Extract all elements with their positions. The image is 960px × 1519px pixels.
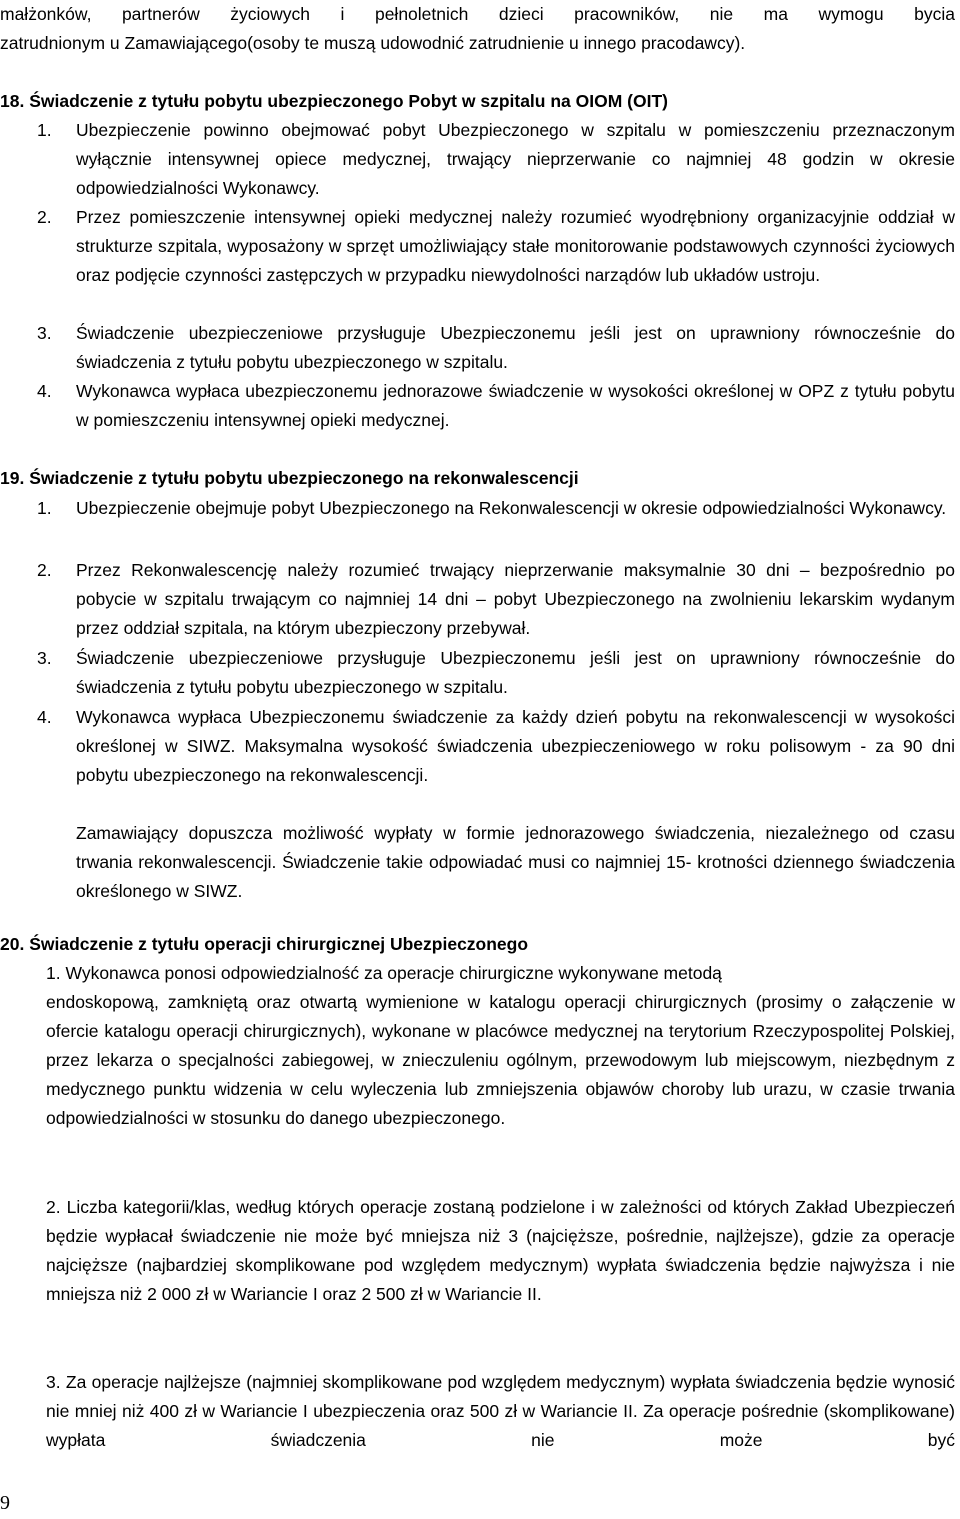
section-18-heading: 18. Świadczenie z tytułu pobytu ubezpieczonego Pobyt w szpitalu na OIOM (OIT): [0, 91, 668, 111]
s20-paragraph-1-text: endoskopową, zamkniętą oraz otwartą wymienione w katalogu operacji chirurgicznych (prosimy o załączenie w ofercie katalogu operacji chirurgicznych), wykonane w placówce medycznej na terytorium Rzeczypospolitej Polskiej, przez lekarza o specjalności zabiegowej, w znieczuleniu ogólnym, przewodowym lub miejscowym, niezbędnym z medycznego punktu widzenia w celu wyleczenia lub zmniejszenia objawów choroby lub urazu, w czasie trwania odpowiedzialności w stosunku do danego ubezpieczonego.: [46, 992, 955, 1128]
s18-item-1-number: 1.: [37, 120, 52, 140]
section-20-heading: 20. Świadczenie z tytułu operacji chirurgicznej Ubezpieczonego: [0, 934, 529, 954]
s18-item-3-number: 3.: [37, 323, 52, 343]
s18-item-3-text: Świadczenie ubezpieczeniowe przysługuje Ubezpieczonemu jeśli jest on uprawniony równocześnie do świadczenia z tytułu pobytu ubezpieczonego w szpitalu.: [76, 323, 955, 372]
intro-line-2: zatrudnionym u Zamawiającego(osoby te muszą udowodnić zatrudnienie u innego pracodawcy).: [0, 33, 746, 53]
s18-item-4-number: 4.: [37, 381, 52, 401]
s18-item-2-number: 2.: [37, 207, 52, 227]
page-number: 9: [0, 1492, 10, 1514]
s19-item-4-text: Wykonawca wypłaca Ubezpieczonemu świadczenie za każdy dzień pobytu na rekonwalescencji w wysokości określonej w SIWZ. Maksymalna wysokość świadczenia ubezpieczeniowego w roku polisowym - za 90 dni pobytu ubezpieczonego na rekonwalescencji.: [76, 707, 955, 785]
s19-item-3-number: 3.: [37, 648, 52, 668]
s18-item-1-text: Ubezpieczenie powinno obejmować pobyt Ubezpieczonego w szpitalu w pomieszczeniu przeznaczonym wyłącznie intensywnej opiece medycznej, trwający nieprzerwanie co najmniej 48 godzin w okresie odpowiedzialności Wykonawcy.: [76, 120, 955, 198]
s20-paragraph-1-first-line: 1. Wykonawca ponosi odpowiedzialność za operacje chirurgiczne wykonywane metodą: [46, 963, 722, 983]
s19-item-2-text: Przez Rekonwalescencję należy rozumieć trwający nieprzerwanie maksymalnie 30 dni – bezpośrednio po pobycie w szpitalu trwającym co najmniej 14 dni – pobyt Ubezpieczonego na zwolnieniu lekarskim wydanym przez oddział szpitala, na którym ubezpieczony przebywał.: [76, 560, 955, 638]
s19-item-1-number: 1.: [37, 498, 52, 518]
s19-item-3-text: Świadczenie ubezpieczeniowe przysługuje Ubezpieczonemu jeśli jest on uprawniony równocześnie do świadczenia z tytułu pobytu ubezpieczonego w szpitalu.: [76, 648, 955, 697]
s18-item-4-text: Wykonawca wypłaca ubezpieczonemu jednorazowe świadczenie w wysokości określonej w OPZ z tytułu pobytu w pomieszczeniu intensywnej opieki medycznej.: [76, 381, 955, 430]
s20-paragraph-2-text: 2. Liczba kategorii/klas, według których operacje zostaną podzielone i w zależności od których Zakład Ubezpieczeń będzie wypłacał świadczenie nie może być mniejsza niż 3 (najcięższe, pośrednie, najlżejsze), gdzie za operacje najcięższe (najbardziej skomplikowane pod względem medycznym) wypłata świadczenia będzie najwyższa i nie mniejsza niż 2 000 zł w Wariancie I oraz 2 500 zł w Wariancie II.: [46, 1197, 955, 1304]
intro-line-1: małżonków, partnerów życiowych i pełnoletnich dzieci pracowników, nie ma wymogu bycia: [0, 4, 955, 24]
s19-extra-text: Zamawiający dopuszcza możliwość wypłaty w formie jednorazowego świadczenia, niezależnego od czasu trwania rekonwalescencji. Świadczenie takie odpowiadać musi co najmniej 15- krotności dziennego świadczenia określonego w SIWZ.: [76, 823, 955, 901]
s20-paragraph-3-text: 3. Za operacje najlżejsze (najmniej skomplikowane pod względem medycznym) wypłata świadczenia będzie wynosić nie mniej niż 400 zł w Wariancie I ubezpieczenia oraz 500 zł w Wariancie II. Za operacje pośrednie (skomplikowane) wypłata świadczenia nie może być: [46, 1372, 955, 1450]
s19-item-2-number: 2.: [37, 560, 52, 580]
section-19-heading: 19. Świadczenie z tytułu pobytu ubezpieczonego na rekonwalescencji: [0, 468, 579, 488]
s18-item-2-text: Przez pomieszczenie intensywnej opieki medycznej należy rozumieć wyodrębniony organizacyjnie oddział w strukturze szpitala, wyposażony w sprzęt umożliwiający stałe monitorowanie podstawowych czynności życiowych oraz podjęcie czynności zastępczych w przypadku niewydolności narządów lub układów ustroju.: [76, 207, 955, 285]
s19-item-1-text: Ubezpieczenie obejmuje pobyt Ubezpieczonego na Rekonwalescencji w okresie odpowiedzialności Wykonawcy.: [76, 498, 947, 518]
s19-item-4-number: 4.: [37, 707, 52, 727]
